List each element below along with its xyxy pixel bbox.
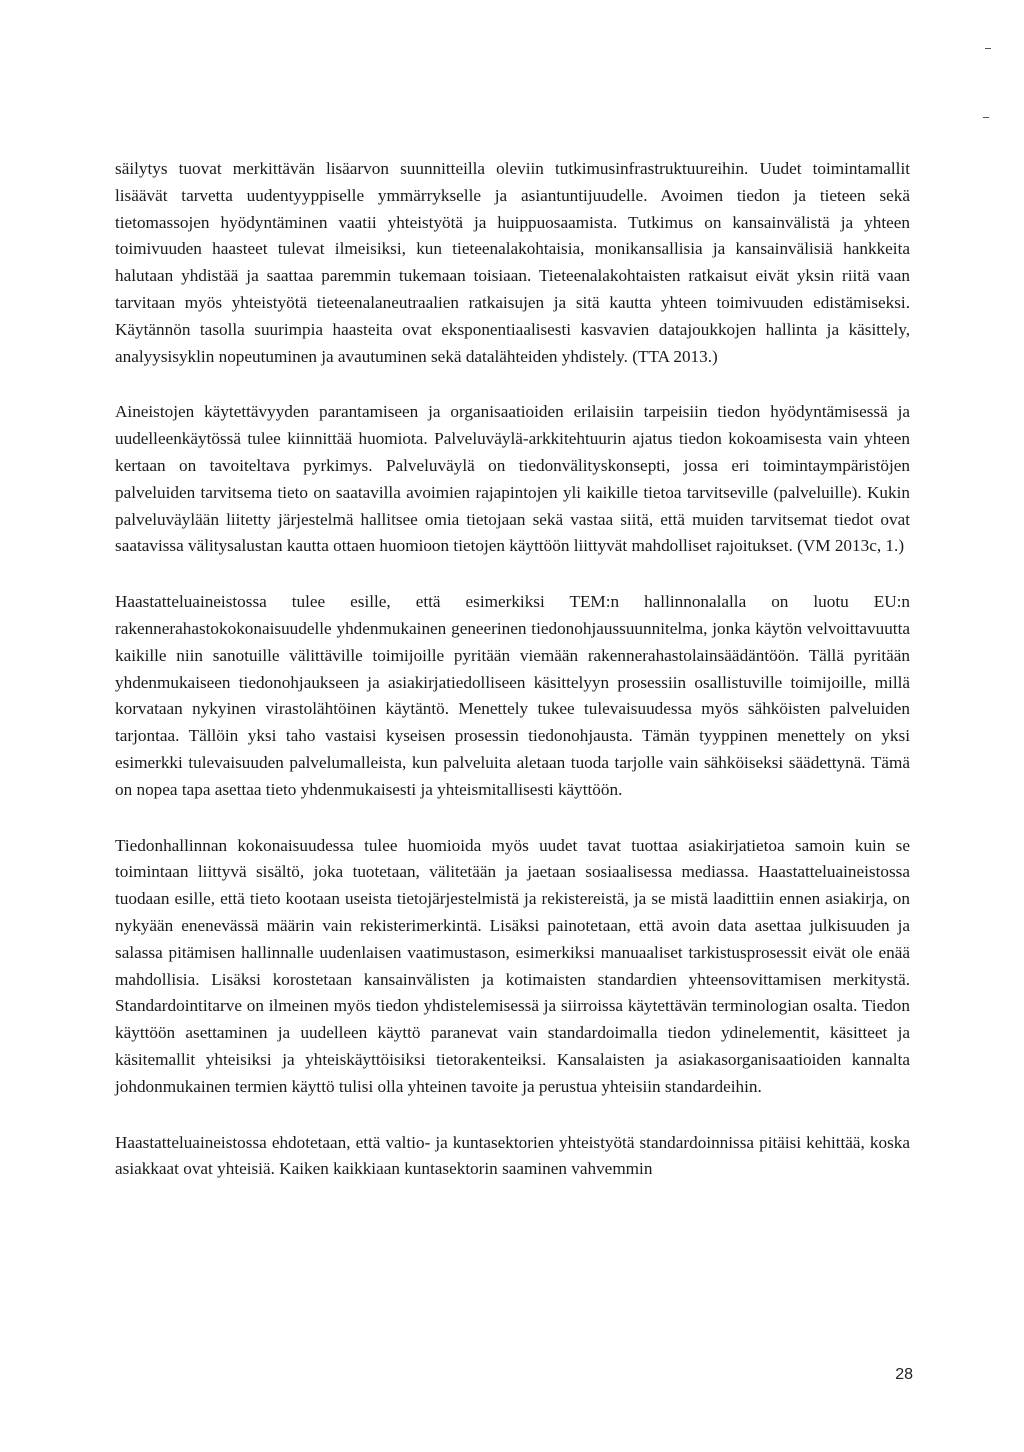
- paragraph-4: Tiedonhallinnan kokonaisuudessa tulee huomioida myös uudet tavat tuottaa asiakirjatietoa samoin kuin se toimintaan liittyvä sisältö, joka tuotetaan, välitetään ja jaetaan sosiaalisessa mediassa. Haastatteluaineistossa tuodaan esille, että tieto kootaan useista tietojärjestelmistä ja rekistereistä, ja se mistä laadittiin ennen asiakirja, on nykyään enenevässä määrin vain rekisterimerkintä. Lisäksi painotetaan, että avoin data asettaa julkisuuden ja salassa pitämisen hallinnalle uudenlaisen vaatimustason, esimerkiksi manuaaliset tarkistusprosessit eivät ole enää mahdollisia. Lisäksi korostetaan kansainvälisten ja kotimaisten standardien yhteensovittamisen merkitystä. Standardointitarve on ilmeinen myös tiedon yhdistelemisessä ja siirroissa käytettävän terminologian osalta. Tiedon käyttöön asettaminen ja uudelleen käyttö paranevat vain standardoimalla tiedon ydinelementit, käsitteet ja käsitemallit yhteisiksi ja yhteiskäyttöisiksi tietorakenteiksi. Kansalaisten ja asiakasorganisaatioiden kannalta johdonmukainen termien käyttö tulisi olla yhteinen tavoite ja perustua yhteisiin standardeihin.: [115, 835, 910, 1096]
- paragraph-1: säilytys tuovat merkittävän lisäarvon suunnitteilla oleviin tutkimusinfrastruktuureihin. Uudet toimintamallit lisäävät tarvetta uudentyyppiselle ymmärrykselle ja asiantuntijuudelle. Avoimen tiedon ja tieteen sekä tietomassojen hyödyntäminen vaatii yhteistyötä ja huippuosaamista. Tutkimus on kansainvälistä ja yhteen toimivuuden haasteet tulevat ilmeisiksi, kun tieteenalakohtaisia, monikansallisia ja kansainvälisiä hankkeita halutaan yhdistää ja saattaa paremmin tukemaan toisiaan. Tieteenalakohtaisten ratkaisut eivät yksin riitä vaan tarvitaan myös yhteistyötä tieteenalaneutraalien ratkaisujen ja sitä kautta yhteen toimivuuden edistämiseksi. Käytännön tasolla suurimpia haasteita ovat eksponentiaalisesti kasvavien datajoukkojen hallinta ja käsittely, analyysisyklin nopeutuminen ja avautuminen sekä datalähteiden yhdistely. (TTA 2013.): [115, 159, 910, 366]
- paragraph-3: Haastatteluaineistossa tulee esille, että esimerkiksi TEM:n hallinnonalalla on luotu EU:n rakennerahastokokonaisuudelle yhdenmukainen geneerinen tiedonohjaussuunnitelma, jonka käytön velvoittavuutta kaikille niin sanotuille välittäville toimijoille pyritään viemään rakennerahastolainsäädäntöön. Tällä pyritään yhdenmukaiseen tiedonohjaukseen ja asiakirjatiedolliseen käsittelyyn prosessiin osallistuville toimijoille, millä korvataan nykyinen virastolähtöinen käytäntö. Menettely tukee tulevaisuudessa myös sähköisten palveluiden tarjontaa. Tällöin yksi taho vastaisi kyseisen prosessin tiedonohjausta. Tämän tyyppinen menettely on yksi esimerkki tulevaisuuden palvelumalleista, kun palveluita aletaan tuoda tarjolle vain sähköiseksi säädettynä. Tämä on nopea tapa asettaa tieto yhdenmukaisesti ja yhteismitallisesti käyttöön.: [115, 592, 910, 799]
- paragraph-2: Aineistojen käytettävyyden parantamiseen ja organisaatioiden erilaisiin tarpeisiin tiedon hyödyntämisessä ja uudelleenkäytössä tulee kiinnittää huomiota. Palveluväylä-arkkitehtuurin ajatus tiedon kokoamisesta vain yhteen kertaan on tavoiteltava pyrkimys. Palveluväylä on tiedonvälityskonsepti, jossa eri toimintaympäristöjen palveluiden tarvitsema tieto on saatavilla avoimien rajapintojen yli kaikille tietoa tarvitseville (palveluille). Kukin palveluväylään liitetty järjestelmä hallitsee omia tietojaan sekä vastaa siitä, että muiden tarvitsemat tiedot ovat saatavissa välitysalustan kautta ottaen huomioon tietojen käyttöön liittyvät mahdolliset rajoitukset. (VM 2013c, 1.): [115, 402, 910, 556]
- scan-mark-top: [985, 48, 991, 49]
- page-number: 28: [895, 1366, 913, 1383]
- scan-mark-upper: [983, 117, 989, 118]
- document-body: [115, 156, 910, 1183]
- paragraph-5: Haastatteluaineistossa ehdotetaan, että valtio- ja kuntasektorien yhteistyötä standardoinnissa pitäisi kehittää, koska asiakkaat ovat yhteisiä. Kaiken kaikkiaan kuntasektorin saaminen vahvemmin: [115, 1132, 910, 1179]
